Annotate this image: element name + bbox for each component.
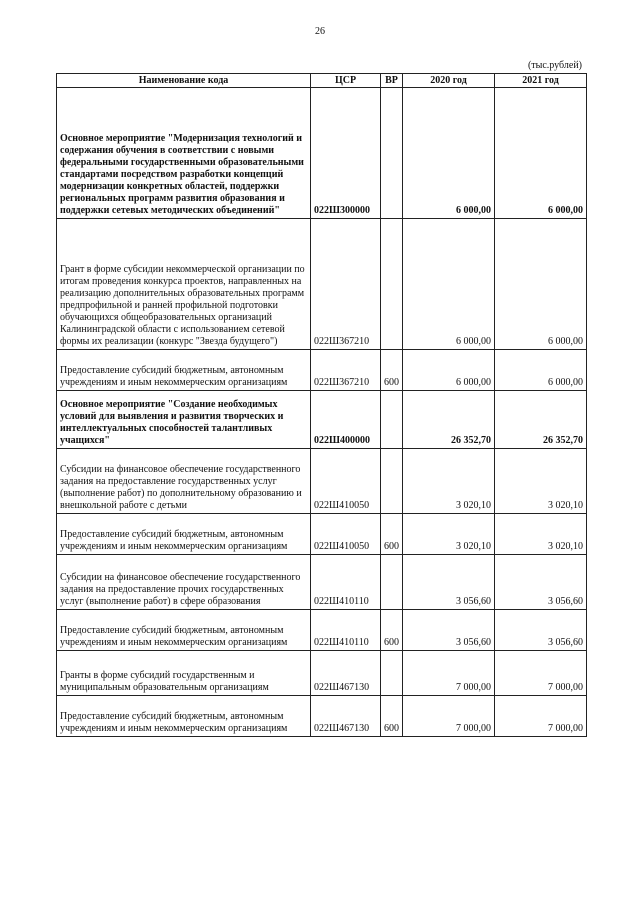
row-name: Предоставление субсидий бюджетным, автономным учреждениям и иным некоммерческим организациям	[57, 696, 311, 737]
row-csr: 022Ш410050	[311, 514, 381, 555]
row-name: Субсидии на финансовое обеспечение государственного задания на предоставление прочих государственных услуг (выполнение работ) в сфере образования	[57, 555, 311, 610]
table-row	[57, 696, 587, 737]
row-2020: 6 000,00	[403, 350, 495, 391]
row-vr	[381, 651, 403, 696]
row-csr: 022Ш467130	[311, 696, 381, 737]
row-2020: 7 000,00	[403, 651, 495, 696]
row-2020: 3 056,60	[403, 610, 495, 651]
row-csr: 022Ш367210	[311, 350, 381, 391]
table-row	[57, 391, 587, 449]
row-vr: 600	[381, 514, 403, 555]
row-2021: 3 020,10	[495, 449, 587, 514]
row-csr: 022Ш367210	[311, 219, 381, 350]
row-csr: 022Ш410110	[311, 555, 381, 610]
row-2021: 6 000,00	[495, 219, 587, 350]
row-name: Предоставление субсидий бюджетным, автономным учреждениям и иным некоммерческим организациям	[57, 610, 311, 651]
row-name: Предоставление субсидий бюджетным, автономным учреждениям и иным некоммерческим организациям	[57, 350, 311, 391]
units-label: (тыс.рублей)	[527, 60, 582, 71]
row-csr: 022Ш410110	[311, 610, 381, 651]
row-csr: 022Ш410050	[311, 449, 381, 514]
row-2021: 26 352,70	[495, 391, 587, 449]
row-vr	[381, 88, 403, 219]
row-csr: 022Ш467130	[311, 651, 381, 696]
table-row	[57, 449, 587, 514]
page-number: 26	[315, 26, 325, 37]
header-csr: ЦСР	[311, 74, 381, 88]
row-vr: 600	[381, 610, 403, 651]
row-2020: 3 020,10	[403, 514, 495, 555]
row-2021: 3 056,60	[495, 610, 587, 651]
row-2021: 6 000,00	[495, 350, 587, 391]
row-name: Основное мероприятие "Модернизация технологий и содержания обучения в соответствии с новыми федеральными государственными образовательными стандартами посредством разработки концепций модернизации конкретных областей, поддержки региональных программ развития образования и поддержки сетевых методических объединений"	[57, 88, 311, 219]
row-name: Гранты в форме субсидий государственным и муниципальным образовательным организациям	[57, 651, 311, 696]
row-vr: 600	[381, 350, 403, 391]
header-2021: 2021 год	[495, 74, 587, 88]
row-2021: 3 056,60	[495, 555, 587, 610]
row-2020: 26 352,70	[403, 391, 495, 449]
row-2020: 7 000,00	[403, 696, 495, 737]
budget-table	[56, 73, 587, 737]
table-row	[57, 555, 587, 610]
row-2021: 7 000,00	[495, 696, 587, 737]
table-row	[57, 514, 587, 555]
table-row	[57, 350, 587, 391]
row-vr	[381, 555, 403, 610]
row-vr: 600	[381, 696, 403, 737]
row-vr	[381, 449, 403, 514]
row-vr	[381, 219, 403, 350]
row-name: Основное мероприятие "Создание необходимых условий для выявления и развития творческих и интеллектуальных способностей талантливых учащихся"	[57, 391, 311, 449]
row-name: Предоставление субсидий бюджетным, автономным учреждениям и иным некоммерческим организациям	[57, 514, 311, 555]
table-header-row	[57, 74, 587, 88]
row-2020: 6 000,00	[403, 88, 495, 219]
table-row	[57, 610, 587, 651]
row-vr	[381, 391, 403, 449]
header-vr: ВР	[381, 74, 403, 88]
row-2020: 6 000,00	[403, 219, 495, 350]
table-row	[57, 219, 587, 350]
row-2021: 7 000,00	[495, 651, 587, 696]
row-name: Грант в форме субсидии некоммерческой организации по итогам проведения конкурса проектов, направленных на реализацию дополнительных образовательных программ предпрофильной и ранней профильной подготовки обучающихся общеобразовательных организаций Калининградской области с использованием сетевой формы их реализации (конкурс "Звезда будущего")	[57, 219, 311, 350]
row-2020: 3 056,60	[403, 555, 495, 610]
table-row	[57, 88, 587, 219]
row-csr: 022Ш400000	[311, 391, 381, 449]
table-row	[57, 651, 587, 696]
row-2021: 3 020,10	[495, 514, 587, 555]
header-name: Наименование кода	[57, 74, 311, 88]
row-2021: 6 000,00	[495, 88, 587, 219]
row-name: Субсидии на финансовое обеспечение государственного задания на предоставление государственных услуг (выполнение работ) по дополнительному образованию и внешкольной работе с детьми	[57, 449, 311, 514]
header-2020: 2020 год	[403, 74, 495, 88]
row-csr: 022Ш300000	[311, 88, 381, 219]
row-2020: 3 020,10	[403, 449, 495, 514]
